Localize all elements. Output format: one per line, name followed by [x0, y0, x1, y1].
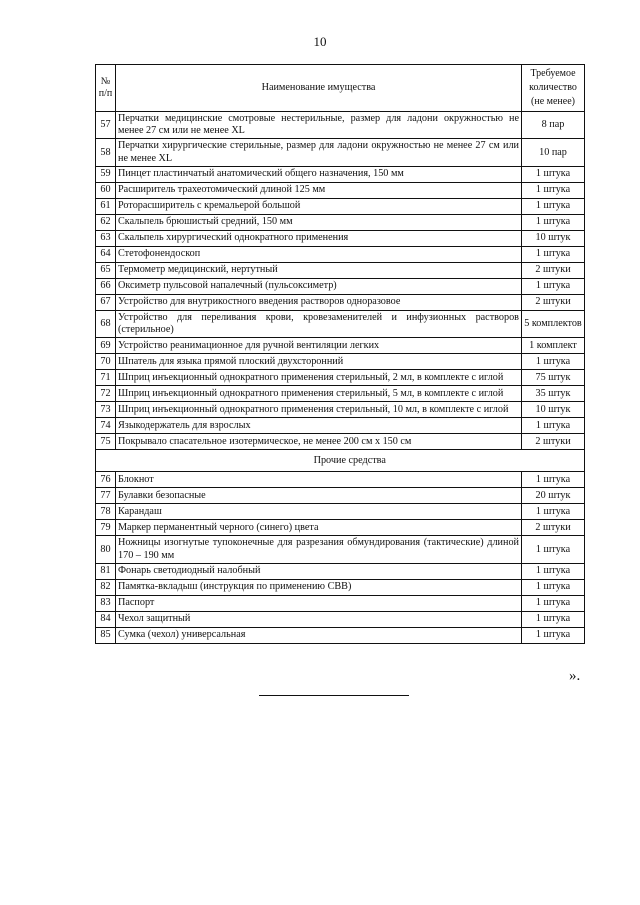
table-row [96, 294, 585, 310]
row-name: Булавки безопасные [116, 488, 522, 504]
table-row [96, 354, 585, 370]
table-row [96, 182, 585, 198]
row-number: 81 [96, 563, 116, 579]
table-row [96, 166, 585, 182]
table-row [96, 139, 585, 166]
row-number: 65 [96, 262, 116, 278]
row-quantity: 2 штуки [522, 294, 585, 310]
row-quantity: 1 штука [522, 472, 585, 488]
row-name: Блокнот [116, 472, 522, 488]
table-row [96, 520, 585, 536]
row-number: 66 [96, 278, 116, 294]
section-title: Прочие средства [116, 450, 585, 472]
row-quantity: 10 пар [522, 139, 585, 166]
row-quantity: 1 штука [522, 579, 585, 595]
row-quantity: 1 штука [522, 563, 585, 579]
row-name: Скальпель хирургический однократного применения [116, 230, 522, 246]
table-row [96, 386, 585, 402]
row-number: 61 [96, 198, 116, 214]
row-number: 72 [96, 386, 116, 402]
table-row [96, 262, 585, 278]
row-name: Расширитель трахеотомический длиной 125 мм [116, 182, 522, 198]
row-name: Сумка (чехол) универсальная [116, 627, 522, 643]
row-name: Шприц инъекционный однократного применения стерильный, 10 мл, в комплекте с иглой [116, 402, 522, 418]
row-number: 85 [96, 627, 116, 643]
row-number: 59 [96, 166, 116, 182]
row-number: 57 [96, 112, 116, 139]
row-number: 73 [96, 402, 116, 418]
table-row [96, 418, 585, 434]
row-name: Фонарь светодиодный налобный [116, 563, 522, 579]
table-row [96, 563, 585, 579]
row-number: 82 [96, 579, 116, 595]
row-name: Языкодержатель для взрослых [116, 418, 522, 434]
row-quantity: 2 штуки [522, 520, 585, 536]
row-quantity: 5 комплектов [522, 310, 585, 337]
row-number: 69 [96, 338, 116, 354]
table-row [96, 112, 585, 139]
table-row [96, 278, 585, 294]
table-row [96, 434, 585, 450]
row-name: Карандаш [116, 504, 522, 520]
table-header [96, 65, 585, 112]
row-quantity: 10 штук [522, 230, 585, 246]
closing-quote-mark: ». [569, 668, 581, 684]
table-row [96, 310, 585, 337]
row-number: 71 [96, 370, 116, 386]
row-quantity: 1 штука [522, 536, 585, 563]
row-quantity: 1 штука [522, 166, 585, 182]
row-quantity: 1 штука [522, 214, 585, 230]
row-name: Оксиметр пульсовой напалечный (пульсоксиметр) [116, 278, 522, 294]
row-number: 58 [96, 139, 116, 166]
row-quantity: 2 штуки [522, 434, 585, 450]
table-row [96, 402, 585, 418]
row-name: Паспорт [116, 595, 522, 611]
row-quantity: 1 штука [522, 278, 585, 294]
table-row [96, 595, 585, 611]
row-quantity: 1 штука [522, 504, 585, 520]
row-name: Роторасширитель с кремальерой большой [116, 198, 522, 214]
row-quantity: 2 штуки [522, 262, 585, 278]
row-name: Перчатки хирургические стерильные, размер для ладони окружностью не менее 27 см или не менее XL [116, 139, 522, 166]
header-quantity: Требуемое количество (не менее) [522, 65, 585, 112]
row-quantity: 10 штук [522, 402, 585, 418]
signature-line [259, 695, 409, 696]
table-row [96, 214, 585, 230]
row-number: 60 [96, 182, 116, 198]
row-number: 74 [96, 418, 116, 434]
row-quantity: 8 пар [522, 112, 585, 139]
row-number: 62 [96, 214, 116, 230]
table-row [96, 611, 585, 627]
row-name: Перчатки медицинские смотровые нестерильные, размер для ладони окружностью не менее 27 см или не менее XL [116, 112, 522, 139]
row-number: 68 [96, 310, 116, 337]
table-row [96, 504, 585, 520]
row-name: Устройство для внутрикостного введения растворов одноразовое [116, 294, 522, 310]
row-quantity: 1 штука [522, 246, 585, 262]
row-name: Термометр медицинский, нертутный [116, 262, 522, 278]
row-name: Пинцет пластинчатый анатомический общего назначения, 150 мм [116, 166, 522, 182]
table-row [96, 488, 585, 504]
row-number: 83 [96, 595, 116, 611]
table-row [96, 472, 585, 488]
row-quantity: 1 штука [522, 595, 585, 611]
row-name: Чехол защитный [116, 611, 522, 627]
row-number: 76 [96, 472, 116, 488]
table-body [96, 112, 585, 644]
table-row [96, 536, 585, 563]
row-name: Шприц инъекционный однократного применения стерильный, 5 мл, в комплекте с иглой [116, 386, 522, 402]
row-number: 80 [96, 536, 116, 563]
row-number: 84 [96, 611, 116, 627]
table-row [96, 579, 585, 595]
row-name: Маркер перманентный черного (синего) цвета [116, 520, 522, 536]
table-row [96, 627, 585, 643]
row-quantity: 1 штука [522, 354, 585, 370]
row-number: 78 [96, 504, 116, 520]
row-number: 70 [96, 354, 116, 370]
table-row [96, 246, 585, 262]
table-row [96, 338, 585, 354]
row-quantity: 20 штук [522, 488, 585, 504]
row-number: 64 [96, 246, 116, 262]
row-number: 79 [96, 520, 116, 536]
row-quantity: 1 штука [522, 182, 585, 198]
table-row [96, 198, 585, 214]
header-number: № п/п [96, 65, 116, 112]
row-name: Шприц инъекционный однократного применения стерильный, 2 мл, в комплекте с иглой [116, 370, 522, 386]
row-number: 75 [96, 434, 116, 450]
row-number: 63 [96, 230, 116, 246]
header-name: Наименование имущества [116, 65, 522, 112]
row-name: Устройство реанимационное для ручной вентиляции легких [116, 338, 522, 354]
row-name: Устройство для переливания крови, кровезаменителей и инфузионных растворов (стерильное) [116, 310, 522, 337]
row-name: Покрывало спасательное изотермическое, не менее 200 см х 150 см [116, 434, 522, 450]
row-quantity: 1 комплект [522, 338, 585, 354]
table-row [96, 370, 585, 386]
row-number: 67 [96, 294, 116, 310]
section-row [96, 450, 585, 472]
row-name: Скальпель брюшистый средний, 150 мм [116, 214, 522, 230]
row-quantity: 75 штук [522, 370, 585, 386]
row-name: Стетофонендоскоп [116, 246, 522, 262]
section-number-cell [96, 450, 116, 472]
row-name: Шпатель для языка прямой плоский двухсторонний [116, 354, 522, 370]
row-quantity: 1 штука [522, 627, 585, 643]
row-number: 77 [96, 488, 116, 504]
page-number: 10 [313, 34, 327, 49]
row-name: Памятка-вкладыш (инструкция по применению СВВ) [116, 579, 522, 595]
row-name: Ножницы изогнутые тупоконечные для разрезания обмундирования (тактические) длиной 170 – 190 мм [116, 536, 522, 563]
row-quantity: 1 штука [522, 611, 585, 627]
row-quantity: 1 штука [522, 418, 585, 434]
inventory-table [95, 64, 585, 644]
row-quantity: 1 штука [522, 198, 585, 214]
row-quantity: 35 штук [522, 386, 585, 402]
table-row [96, 230, 585, 246]
